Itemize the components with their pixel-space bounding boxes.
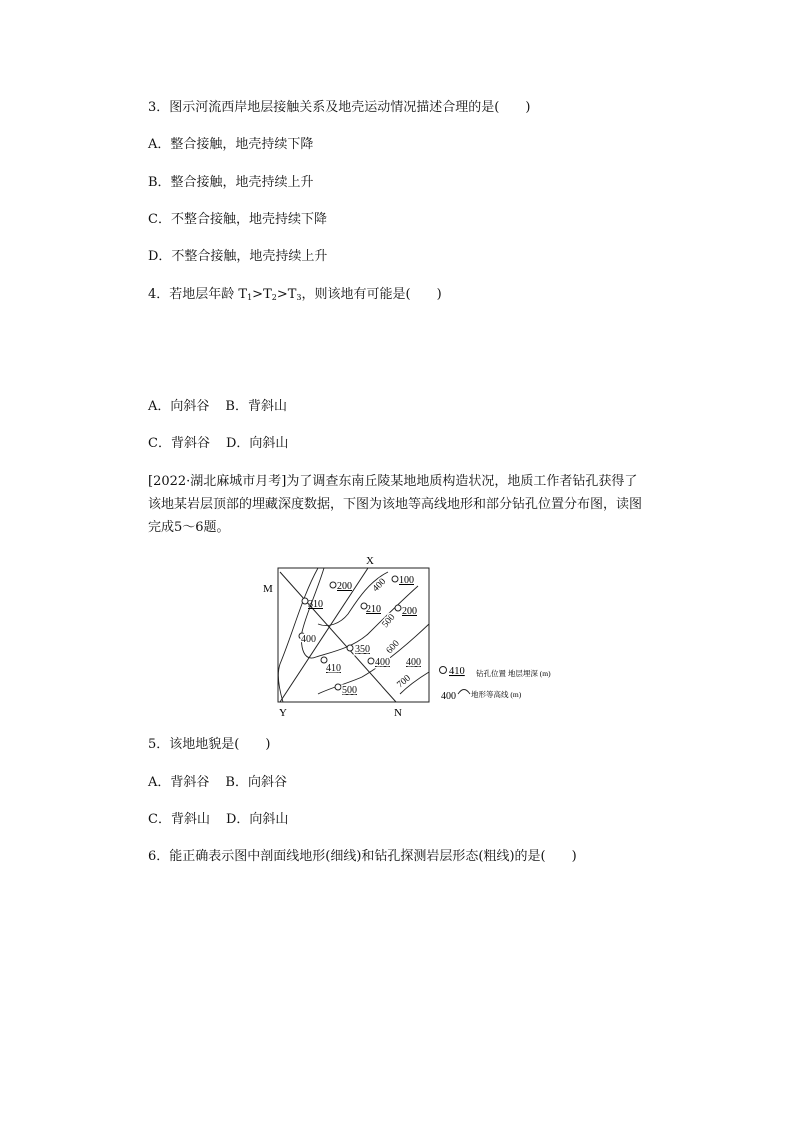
- drill-hole: [406, 657, 421, 668]
- svg-text:210: 210: [366, 604, 381, 615]
- contour-drill-map: [258, 552, 558, 722]
- q6-stem: 6．能正确表示图中剖面线地形(细线)和钻孔探测岩层形态(粗线)的是( ): [148, 849, 577, 864]
- svg-text:400: 400: [406, 657, 421, 668]
- q4-option-b: B．背斜山: [225, 399, 287, 414]
- intro-source: [2022·湖北麻城市月考]: [148, 474, 287, 489]
- q3-option-b: B．整合接触，地壳持续上升: [148, 175, 314, 190]
- contour-label-700: 700: [395, 673, 413, 691]
- q5-option-a: A．背斜谷: [148, 775, 210, 790]
- svg-text:400: 400: [301, 634, 316, 645]
- contour-label-600: 600: [384, 638, 402, 657]
- q4-option-d: D．向斜山: [225, 436, 289, 451]
- contour-label-500: 500: [380, 612, 398, 630]
- svg-text:310: 310: [308, 599, 323, 610]
- drill-hole: [335, 684, 357, 696]
- svg-text:350: 350: [355, 644, 370, 655]
- q3-option-a: A．整合接触，地壳持续下降: [148, 137, 314, 152]
- q4-options-row-2: [148, 435, 288, 453]
- q4-option-c: C．背斜谷: [148, 436, 210, 451]
- q5-stem: 5．该地地貌是( ): [148, 737, 271, 752]
- drill-hole: [395, 605, 417, 617]
- drill-hole: [302, 598, 323, 610]
- drill-hole: [299, 633, 316, 645]
- svg-text:410: 410: [326, 663, 341, 674]
- legend-drill-symbol: [440, 667, 447, 674]
- q4-options-row-1: [148, 398, 287, 416]
- label-y: Y: [279, 707, 287, 719]
- svg-text:500: 500: [342, 685, 357, 696]
- svg-text:400: 400: [375, 657, 390, 668]
- drill-hole: [361, 603, 381, 615]
- legend-contour-label: 地形等高线 (m): [471, 690, 522, 699]
- contour-labels: [371, 577, 413, 691]
- q5-options-row-2: [148, 811, 288, 829]
- q4-stem: 4．若地层年龄 $T_1>T_2>T_3$，则该地有可能是( ): [148, 287, 442, 302]
- contour-label-400: 400: [371, 576, 389, 595]
- legend-sample-depth: 410: [449, 666, 465, 677]
- legend-drill-label: 钻孔位置 地层埋深 (m): [476, 669, 551, 678]
- q4-option-a: A．向斜谷: [148, 399, 210, 414]
- drill-hole: [347, 644, 370, 655]
- drill-hole: [368, 657, 390, 668]
- legend-contour-sample: [458, 690, 470, 695]
- svg-text:200: 200: [402, 606, 417, 617]
- q3-option-d: D．不整合接触，地壳持续上升: [148, 249, 328, 264]
- label-n: N: [394, 707, 402, 719]
- legend-contour-value: 400: [441, 691, 456, 702]
- q5-options-row-1: [148, 774, 287, 792]
- label-x: X: [366, 555, 374, 567]
- drill-hole: [392, 575, 414, 586]
- profile-line-xy: [280, 568, 368, 702]
- svg-text:100: 100: [399, 575, 414, 586]
- q3-option-c: C．不整合接触，地壳持续下降: [148, 212, 327, 227]
- intro-text: 为了调查东南丘陵某地地质构造状况，地质工作者钻孔获得了该地某岩层顶部的埋藏深度数据，下图为该地等高线地形和部分钻孔位置分布图，读图完成5～6题。: [148, 474, 643, 535]
- drill-hole: [321, 657, 341, 674]
- map-legend: [440, 666, 552, 702]
- q5-option-c: C．背斜山: [148, 812, 210, 827]
- intro-paragraph: [148, 470, 648, 539]
- q3-stem: 3．图示河流西岸地层接触关系及地壳运动情况描述合理的是( ): [148, 100, 531, 115]
- drill-hole: [330, 581, 352, 592]
- svg-text:200: 200: [337, 581, 352, 592]
- label-m: M: [263, 583, 273, 595]
- q5-option-b: B．向斜谷: [225, 775, 287, 790]
- q5-option-d: D．向斜山: [225, 812, 289, 827]
